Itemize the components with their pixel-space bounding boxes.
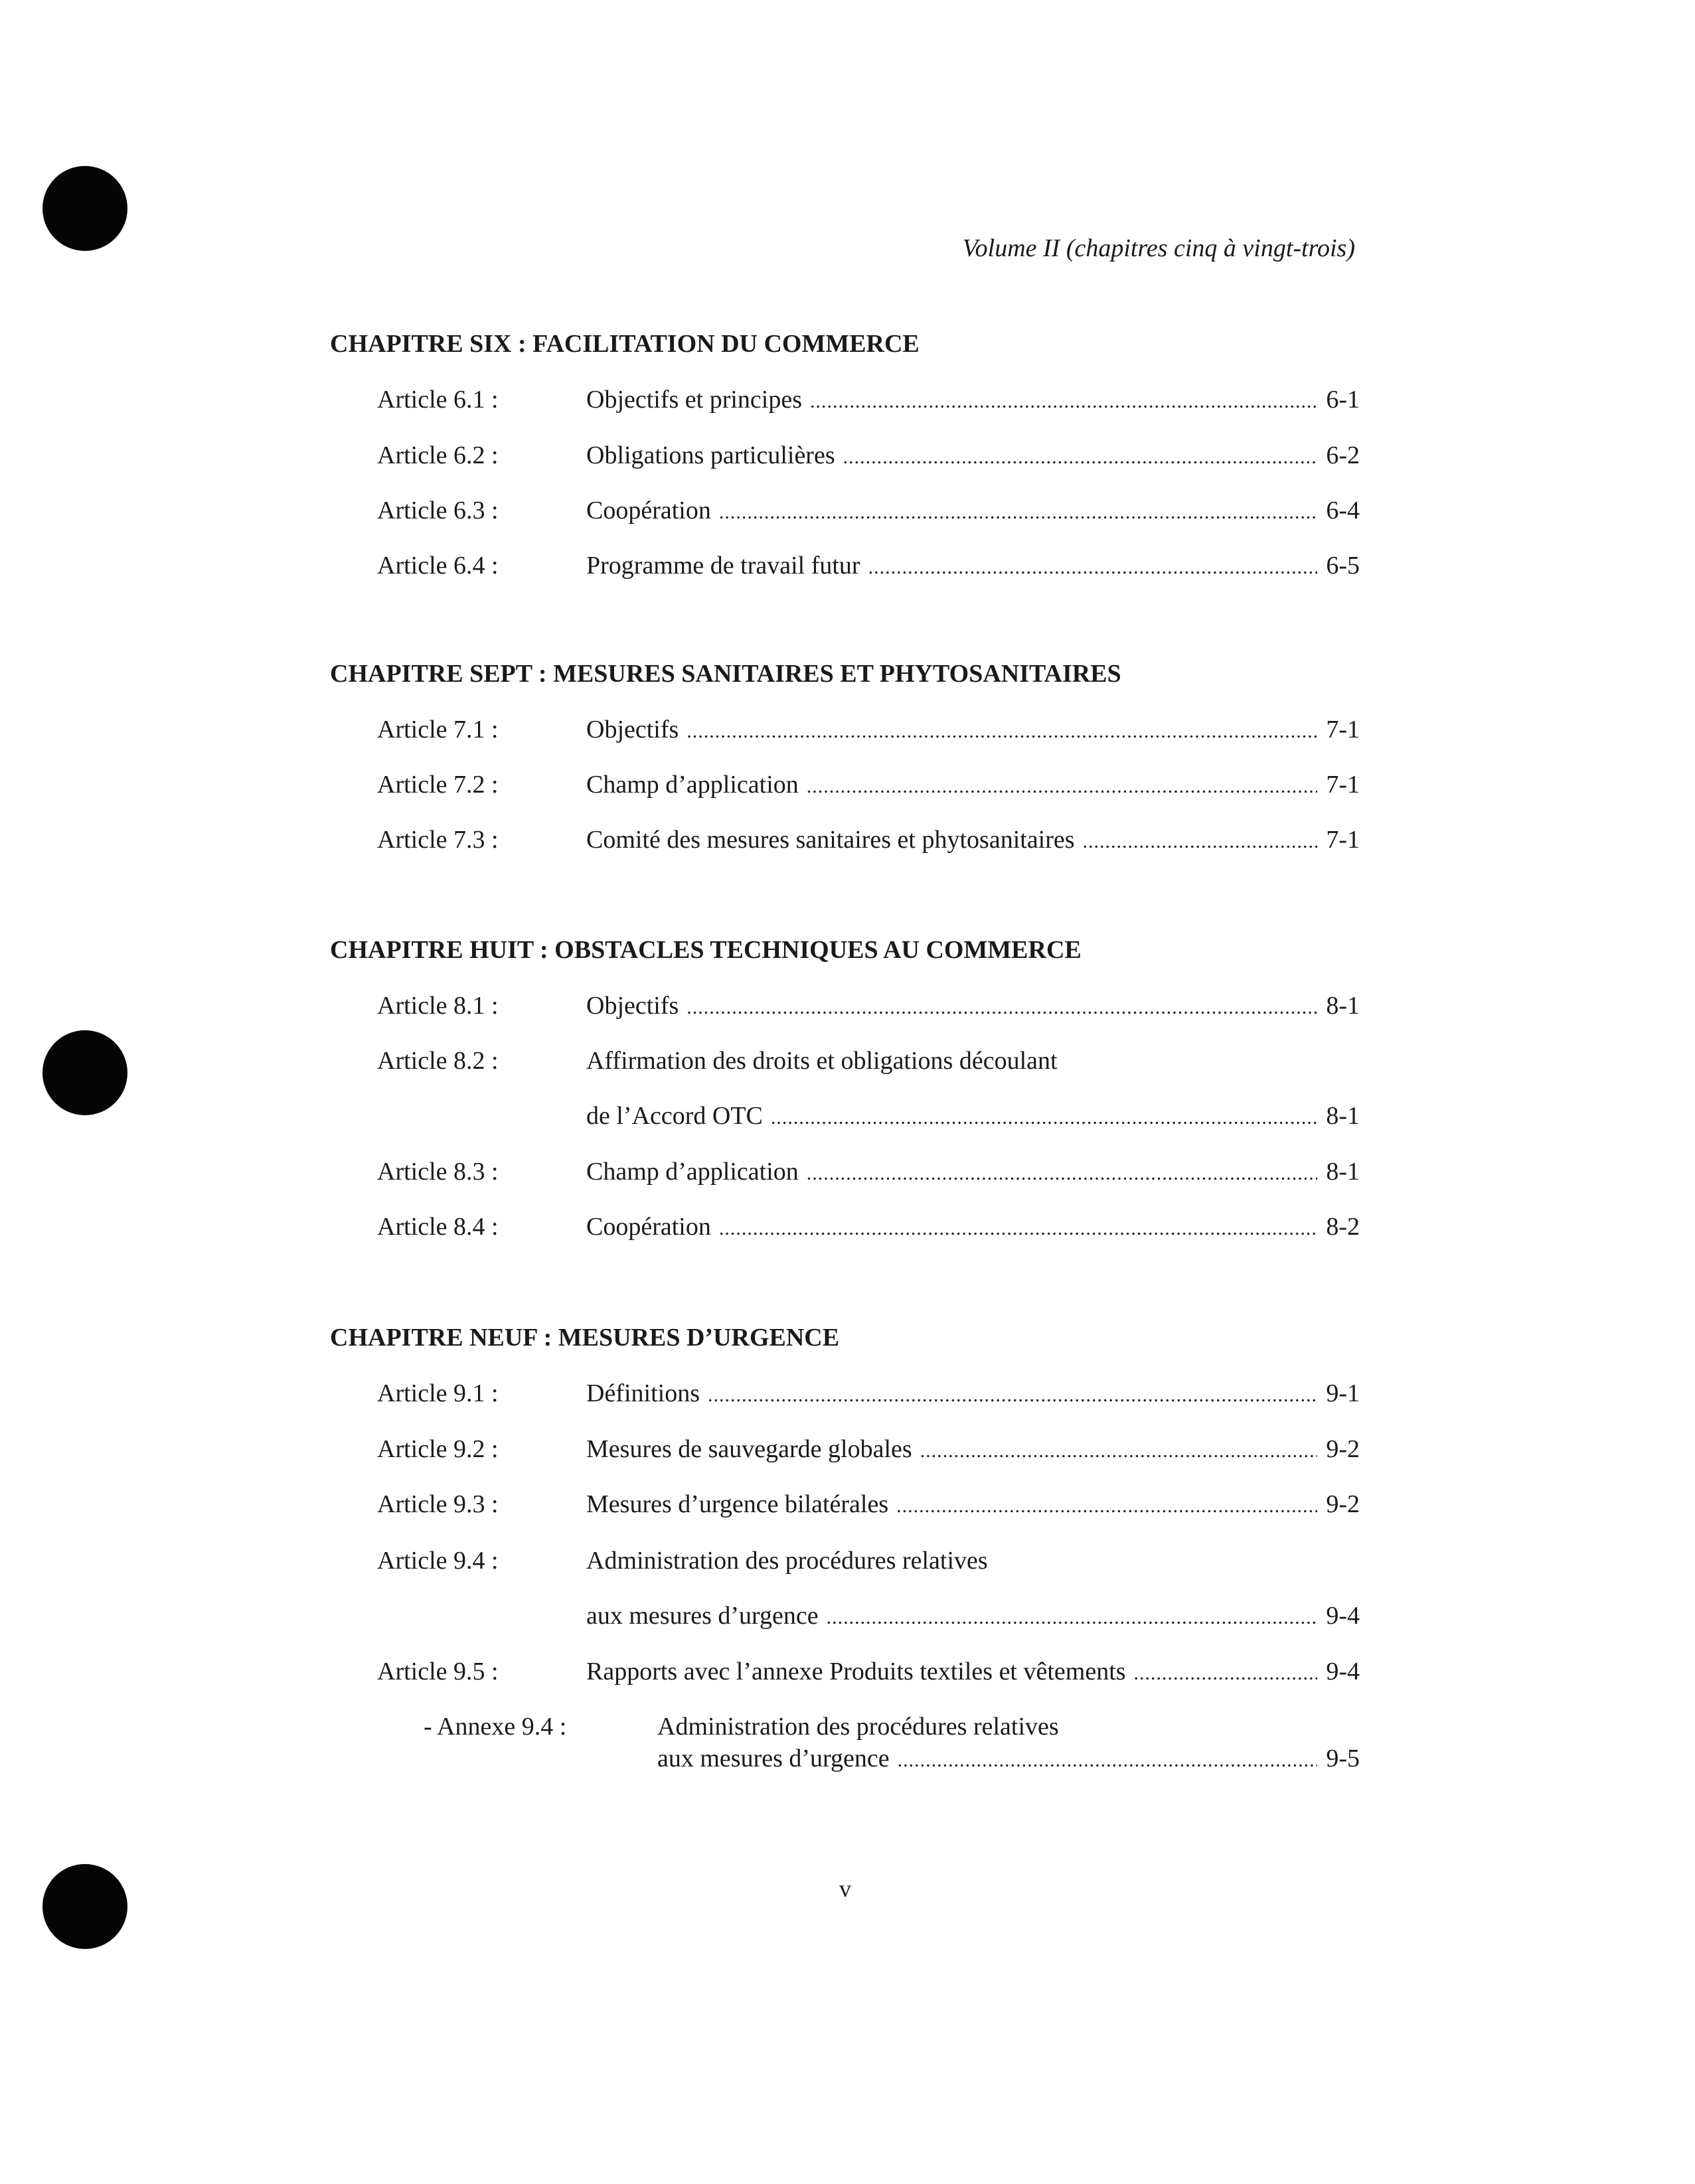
page-ref: 9-4 <box>1326 1602 1360 1630</box>
article-title: Obligations particulières <box>586 441 835 469</box>
article-number: Article 9.5 : <box>377 1658 499 1685</box>
toc-entry <box>0 1212 1695 1245</box>
page-ref: 6-1 <box>1326 386 1360 414</box>
article-title: Mesures de sauvegarde globales <box>586 1435 912 1463</box>
dot-leader <box>896 1495 1317 1518</box>
annex-title-continued: aux mesures d’urgence <box>657 1745 890 1772</box>
toc-entry <box>0 1546 1695 1579</box>
toc-entry <box>0 1435 1695 1468</box>
toc-entry <box>0 1657 1695 1690</box>
page-ref: 6-4 <box>1326 497 1360 524</box>
article-number: Article 6.2 : <box>377 441 499 469</box>
page-ref: 8-1 <box>1326 1158 1360 1186</box>
dot-leader <box>771 1107 1317 1129</box>
page-ref: 8-1 <box>1326 1102 1360 1130</box>
article-title: Coopération <box>586 497 711 524</box>
article-title: Rapports avec l’annexe Produits textiles et vêtements <box>586 1658 1126 1685</box>
article-title: Objectifs <box>586 992 679 1020</box>
binder-hole-top <box>42 166 127 251</box>
article-number: Article 7.2 : <box>377 771 499 799</box>
article-number: Article 8.2 : <box>377 1047 499 1075</box>
article-number: Article 6.4 : <box>377 552 499 580</box>
page-ref: 8-1 <box>1326 992 1360 1020</box>
dot-leader <box>810 390 1317 413</box>
article-number: Article 9.1 : <box>377 1379 499 1407</box>
toc-annex-entry <box>0 1712 1695 1741</box>
annex-title: Administration des procédures relatives <box>657 1713 1059 1741</box>
page-ref: 7-1 <box>1326 826 1360 854</box>
article-number: Article 7.3 : <box>377 826 499 854</box>
article-number: Article 7.1 : <box>377 716 499 743</box>
dot-leader <box>827 1606 1317 1629</box>
article-title: Champ d’application <box>586 1158 799 1186</box>
dot-leader <box>686 996 1317 1019</box>
toc-entry <box>0 441 1695 474</box>
toc-entry <box>0 1157 1695 1190</box>
toc-entry <box>0 991 1695 1024</box>
toc-annex-continuation <box>0 1744 1695 1773</box>
chapter-title: CHAPITRE NEUF : MESURES D’URGENCE <box>330 1324 840 1352</box>
page-ref: 9-4 <box>1326 1658 1360 1685</box>
page-ref: 6-2 <box>1326 441 1360 469</box>
running-header: Volume II (chapitres cinq à vingt-trois) <box>962 234 1355 262</box>
dot-leader <box>807 775 1317 798</box>
article-title: Comité des mesures sanitaires et phytosanitaires <box>586 826 1075 854</box>
dot-leader <box>708 1384 1317 1407</box>
toc-entry <box>0 496 1695 529</box>
chapter-title: CHAPITRE SEPT : MESURES SANITAIRES ET PHYTOSANITAIRES <box>330 660 1121 688</box>
article-title: Objectifs et principes <box>586 386 803 414</box>
toc-entry <box>0 385 1695 418</box>
article-title: Affirmation des droits et obligations découlant <box>586 1047 1058 1075</box>
article-title: Coopération <box>586 1213 711 1241</box>
toc-entry <box>0 1379 1695 1412</box>
toc-entry-continuation <box>0 1601 1695 1634</box>
article-title-continued: de l’Accord OTC <box>586 1102 763 1130</box>
article-title: Administration des procédures relatives <box>586 1547 988 1575</box>
dot-leader <box>1134 1662 1317 1685</box>
page-ref: 9-1 <box>1326 1379 1360 1407</box>
toc-entry <box>0 715 1695 748</box>
page-ref: 9-5 <box>1326 1745 1360 1772</box>
dot-leader <box>920 1440 1317 1462</box>
dot-leader <box>843 446 1317 469</box>
page-ref: 9-2 <box>1326 1490 1360 1518</box>
article-title: Objectifs <box>586 716 679 743</box>
article-number: Article 8.3 : <box>377 1158 499 1186</box>
annex-number: - Annexe 9.4 : <box>424 1713 567 1741</box>
dot-leader <box>686 720 1317 743</box>
page-ref: 9-2 <box>1326 1435 1360 1463</box>
dot-leader <box>1083 830 1317 853</box>
toc-entry <box>0 770 1695 803</box>
toc-entry <box>0 1490 1695 1523</box>
article-number: Article 6.1 : <box>377 386 499 414</box>
toc-entry-continuation <box>0 1101 1695 1134</box>
article-number: Article 9.2 : <box>377 1435 499 1463</box>
dot-leader <box>868 556 1317 579</box>
article-number: Article 9.3 : <box>377 1490 499 1518</box>
article-title: Mesures d’urgence bilatérales <box>586 1490 889 1518</box>
chapter-title: CHAPITRE HUIT : OBSTACLES TECHNIQUES AU COMMERCE <box>330 936 1082 964</box>
article-number: Article 9.4 : <box>377 1547 499 1575</box>
dot-leader <box>807 1162 1317 1185</box>
article-title-continued: aux mesures d’urgence <box>586 1602 819 1630</box>
toc-entry <box>0 551 1695 584</box>
page-ref: 7-1 <box>1326 716 1360 743</box>
article-number: Article 6.3 : <box>377 497 499 524</box>
dot-leader <box>719 501 1317 524</box>
toc-entry <box>0 1046 1695 1079</box>
page-ref: 6-5 <box>1326 552 1360 580</box>
page-ref: 8-2 <box>1326 1213 1360 1241</box>
article-number: Article 8.1 : <box>377 992 499 1020</box>
article-title: Champ d’application <box>586 771 799 799</box>
article-title: Définitions <box>586 1379 700 1407</box>
page-number: v <box>839 1875 851 1902</box>
toc-entry <box>0 825 1695 858</box>
chapter-title: CHAPITRE SIX : FACILITATION DU COMMERCE <box>330 330 920 358</box>
binder-hole-bottom <box>42 1864 127 1949</box>
page-ref: 7-1 <box>1326 771 1360 799</box>
dot-leader <box>898 1749 1317 1772</box>
article-title: Programme de travail futur <box>586 552 860 580</box>
dot-leader <box>719 1217 1317 1240</box>
article-number: Article 8.4 : <box>377 1213 499 1241</box>
